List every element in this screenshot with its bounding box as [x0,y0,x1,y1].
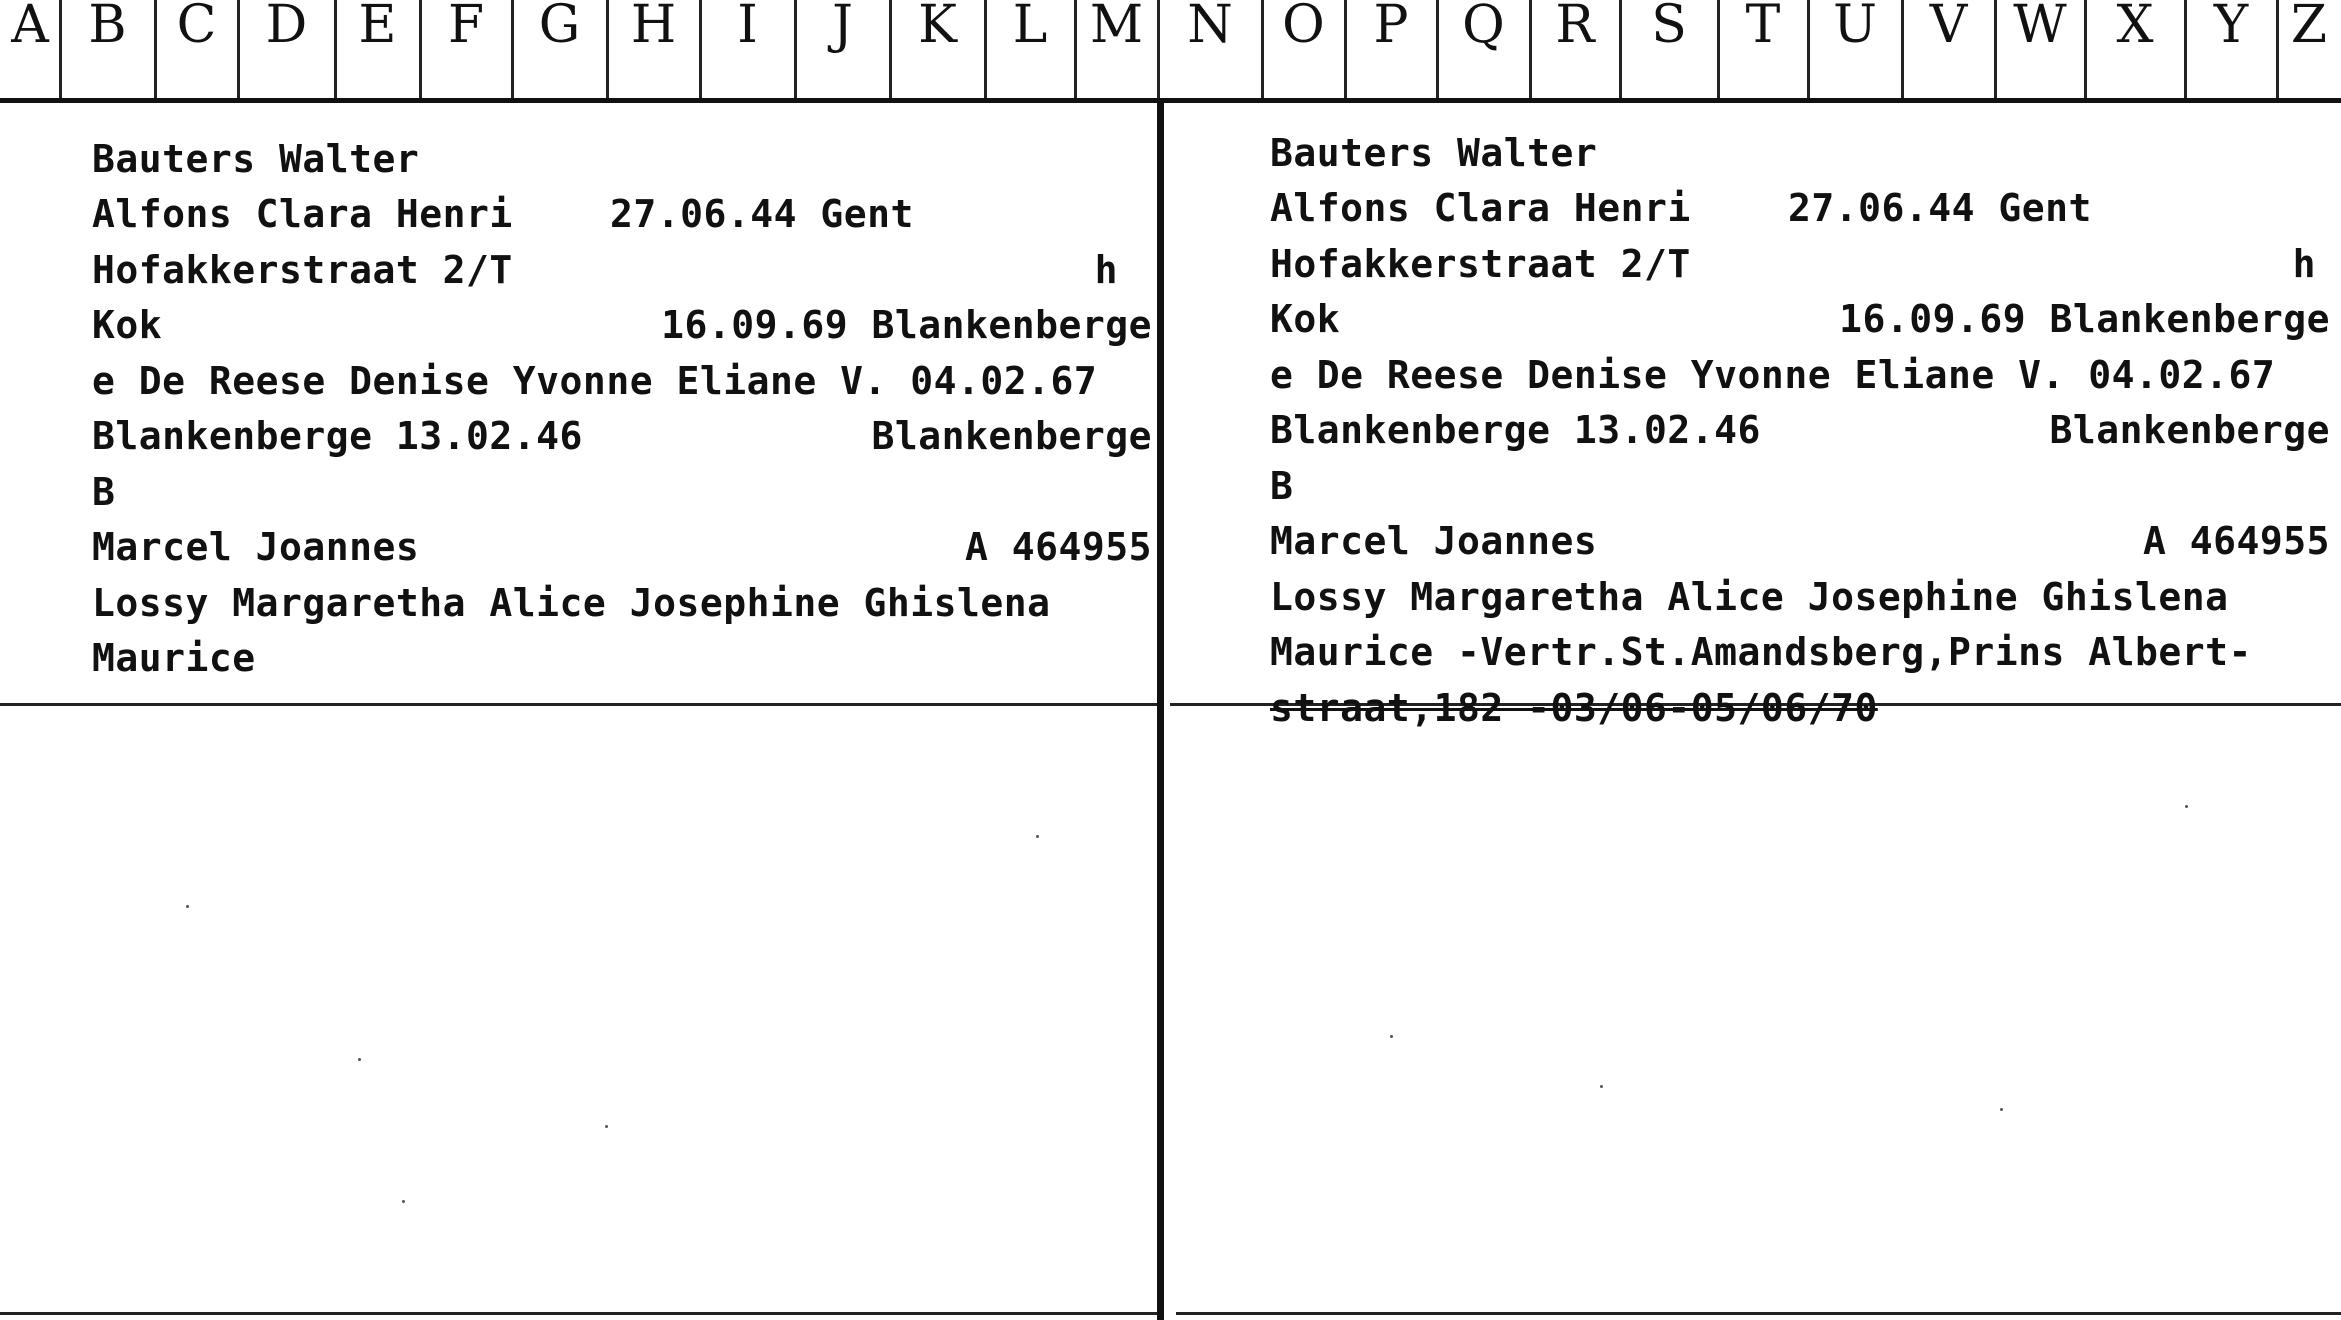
index-tab-c [155,0,238,98]
index-tab-divider [511,0,514,98]
index-letter: Y [2213,0,2249,55]
index-tab-divider [984,0,987,98]
index-letter: G [538,0,581,55]
index-tab-divider [1157,0,1160,98]
index-tab-divider [699,0,702,98]
index-tab-g [512,0,607,98]
index-letter: Q [1462,0,1505,55]
index-tab-e [335,0,420,98]
index-letter: A [11,0,49,55]
index-letter: Z [2290,0,2328,55]
index-letter: W [2013,0,2067,55]
index-tab-divider [606,0,609,98]
index-letter: S [1651,0,1687,55]
index-letter: C [176,0,217,55]
index-tab-divider [2276,0,2279,98]
card-divider [1157,103,1164,1320]
index-letter: B [88,0,127,55]
scan-speck [1600,1085,1603,1088]
birth-date-place: 27.06.44 Gent [1788,186,2092,231]
spouse-residence: Blankenberge [2049,408,2330,453]
scan-speck [358,1058,361,1061]
index-tab-divider [1619,0,1622,98]
index-tab-m [1075,0,1158,98]
index-letter: R [1555,0,1595,55]
index-letter: L [1012,0,1048,55]
index-letter: I [737,0,758,55]
record-mother: Lossy Margaretha Alice Josephine Ghislena [92,580,1051,625]
index-tab-j [795,0,890,98]
alphabet-index-strip [0,0,2341,103]
index-tab-d [238,0,335,98]
index-letter: X [2116,0,2154,55]
scan-speck [2000,1108,2003,1111]
index-tab-divider [419,0,422,98]
index-tab-divider [237,0,240,98]
index-letter: T [1745,0,1781,55]
index-tab-divider [889,0,892,98]
index-tab-divider [794,0,797,98]
record-address: Hofakkerstraat 2/T h [1270,241,2316,286]
file-number: A 464955 [2142,519,2330,564]
index-letter: M [1089,0,1144,55]
index-letter: O [1282,0,1325,55]
index-tab-i [700,0,795,98]
index-tab-x [2085,0,2185,98]
index-tab-l [985,0,1075,98]
record-father-file: Marcel Joannes A 464955 [1270,519,2330,564]
index-letter: N [1187,0,1233,55]
index-tab-z [2277,0,2341,98]
index-tab-q [1437,0,1530,98]
index-tab-divider [334,0,337,98]
index-letter: K [918,0,957,55]
status-mark: h [2292,241,2316,286]
record-mother: Lossy Margaretha Alice Josephine Ghislena [1270,574,2229,619]
record-name: Bauters Walter [1270,130,1598,175]
index-tab-o [1262,0,1345,98]
index-tab-divider [1994,0,1997,98]
record-name: Bauters Walter [92,136,420,181]
record-mother-cont: Maurice [92,636,256,681]
index-tab-p [1345,0,1437,98]
record-given-names-birth: Alfons Clara Henri 27.06.44 Gent [1270,186,2092,231]
birth-date-place: 27.06.44 Gent [610,192,914,237]
record-address: Hofakkerstraat 2/T h [92,247,1118,292]
record-occupation-marriage: Kok 16.09.69 Blankenberge [92,303,1152,348]
index-tab-h [607,0,700,98]
scan-speck [1036,835,1039,838]
index-tab-divider [1261,0,1264,98]
record-nationality: B [1270,463,1294,508]
scan-speck [605,1125,608,1128]
record-spouse: e De Reese Denise Yvonne Eliane V. 04.02.67 [92,358,1098,403]
index-tab-divider [1074,0,1077,98]
index-letter: H [630,0,677,55]
index-tab-w [1995,0,2085,98]
index-letter: D [265,0,308,55]
spouse-residence: Blankenberge [871,414,1152,459]
record-spouse-birth: Blankenberge 13.02.46 Blankenberge [1270,408,2330,453]
index-tab-divider [59,0,62,98]
index-tab-divider [1344,0,1347,98]
index-tab-b [60,0,155,98]
record-nationality: B [92,469,116,514]
scan-speck [1390,1035,1393,1038]
index-tab-divider [2084,0,2087,98]
index-tab-t [1718,0,1808,98]
index-tab-divider [2184,0,2187,98]
index-tab-n [1158,0,1262,98]
index-tab-k [890,0,985,98]
index-tab-divider [154,0,157,98]
index-letter: J [832,0,853,55]
record-spouse-birth: Blankenberge 13.02.46 Blankenberge [92,414,1152,459]
record-spouse: e De Reese Denise Yvonne Eliane V. 04.02.67 [1270,352,2276,397]
left-record-lines [92,131,1152,686]
marriage-date-place: 16.09.69 Blankenberge [661,303,1152,348]
index-letter: P [1373,0,1409,55]
index-letter: V [1929,0,1968,55]
index-tab-y [2185,0,2277,98]
index-tab-s [1620,0,1718,98]
marriage-date-place: 16.09.69 Blankenberge [1839,297,2330,342]
left-record-card [0,103,1157,1320]
index-tab-divider [1436,0,1439,98]
index-tab-divider [1717,0,1720,98]
index-tab-divider [1901,0,1904,98]
scan-speck [402,1200,405,1203]
index-tab-divider [1807,0,1810,98]
record-mother-cont: Maurice -Vertr.St.Amandsberg,Prins Albert- [1270,630,2252,675]
record-father-file: Marcel Joannes A 464955 [92,525,1152,570]
index-tab-divider [1529,0,1532,98]
right-record-lines [1270,125,2330,736]
index-tab-a [0,0,60,98]
file-number: A 464955 [964,525,1152,570]
record-occupation-marriage: Kok 16.09.69 Blankenberge [1270,297,2330,342]
record-struck-address: straat,182 -03/06-05/06/70 [1270,685,1878,730]
scan-speck [2185,805,2188,808]
index-letter: U [1833,0,1877,55]
index-tab-v [1902,0,1995,98]
index-tab-u [1808,0,1902,98]
index-tab-f [420,0,512,98]
status-mark: h [1094,247,1118,292]
index-letter: F [447,0,485,55]
scan-speck [186,905,189,908]
right-record-card [1170,103,2341,1320]
index-tab-r [1530,0,1620,98]
index-letter: E [358,0,397,55]
record-given-names-birth: Alfons Clara Henri 27.06.44 Gent [92,192,914,237]
